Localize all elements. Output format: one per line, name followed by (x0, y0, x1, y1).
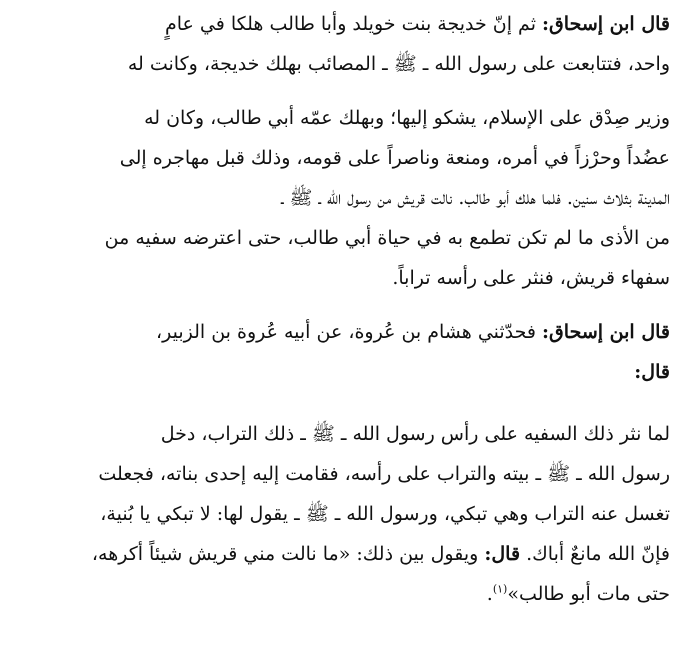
line-gap (10, 84, 670, 98)
text-line (10, 44, 670, 84)
line-text: لما نثر ذلك السفيه على رأس رسول الله ـ ﷺ ـ ذلك التراب، دخل (160, 423, 670, 445)
line-text: فإنّ الله مانعٌ أباك. (520, 543, 670, 565)
text-line (10, 494, 670, 534)
text-line (10, 98, 670, 138)
text-line (10, 138, 670, 178)
text-line (10, 178, 670, 218)
paragraph-gap (10, 298, 670, 312)
line-text: واحد، فتتابعت على رسول الله ـ ﷺ ـ المصائب بهلك خديجة، وكانت له (127, 53, 670, 75)
speaker-label: قال ابن إسحاق: (542, 321, 670, 343)
line-text: عضُداً وحرْزاً في أمره، ومنعة وناصراً على قومه، وذلك قبل مهاجره إلى (119, 147, 670, 169)
paragraph-2 (10, 312, 670, 392)
line-text: من الأذى ما لم تكن تطمع به في حياة أبي طالب، حتى اعترضه سفيه من (104, 227, 670, 249)
text-line (10, 218, 670, 258)
line-text: تغسل عنه التراب وهي تبكي، ورسول الله ـ ﷺ ـ يقول لها: لا تبكي يا بُنية، (100, 503, 670, 525)
text-line (10, 574, 670, 614)
line-text: . (486, 583, 493, 605)
speaker-label: قال: (634, 361, 670, 383)
speaker-label: قال: (484, 543, 521, 565)
text-line (10, 4, 670, 44)
text-line (10, 258, 670, 298)
line-text: ويقول بين ذلك: «ما نالت مني قريش شيئاً أكرهه، (91, 543, 485, 565)
text-line (10, 534, 670, 574)
line-text: ثم إنّ خديجة بنت خويلد وأبا طالب هلكا في عامٍ (164, 13, 543, 35)
text-line (10, 352, 670, 392)
paragraph-1 (10, 4, 670, 298)
text-line (10, 414, 670, 454)
line-text: رسول الله ـ ﷺ ـ بيته والتراب على رأسه، فقامت إليه إحدى بناته، فجعلت (98, 463, 670, 485)
line-text: حتى مات أبو طالب» (507, 583, 670, 605)
line-text: المدينة بثلاث سنين. فلما هلك أبو طالب. نالت قريش من رسول الله ـ ﷺ ـ (281, 187, 670, 209)
line-text: وزير صِدْق على الإسلام، يشكو إليها؛ وبهلك عمّه أبي طالب، وكان له (144, 107, 670, 129)
paragraph-3 (10, 414, 670, 614)
text-line (10, 312, 670, 352)
footnote-marker: (١) (492, 582, 508, 596)
line-text: سفهاء قريش، فنثر على رأسه تراباً. (392, 267, 670, 289)
speaker-label: قال ابن إسحاق: (542, 13, 670, 35)
text-line (10, 454, 670, 494)
line-text: فحدّثني هشام بن عُروة، عن أبيه عُروة بن الزبير، (155, 321, 543, 343)
paragraph-gap (10, 392, 670, 414)
